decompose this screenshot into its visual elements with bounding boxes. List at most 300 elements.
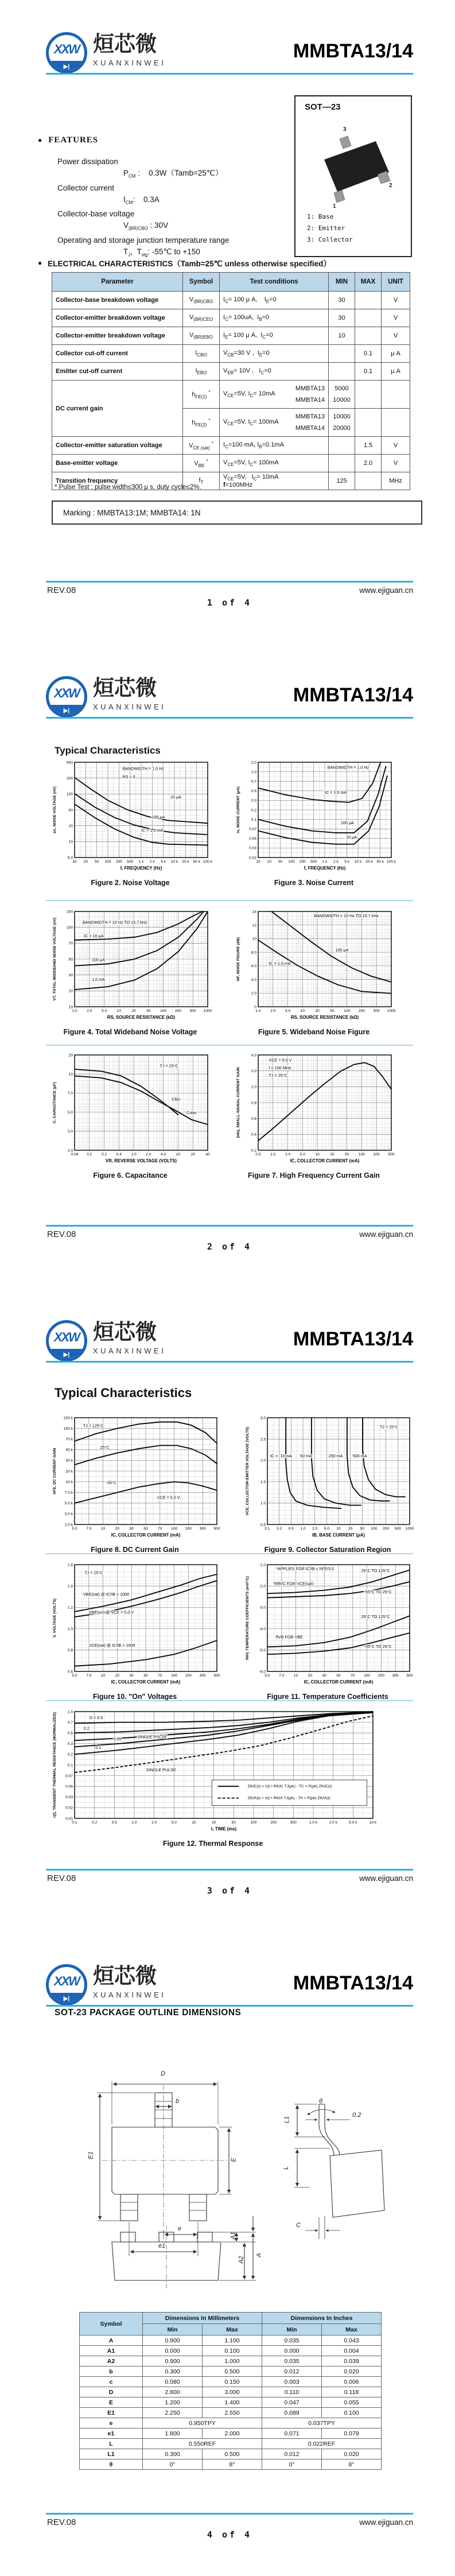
part-number-title: MMBTA13/14 — [293, 1328, 413, 1350]
dims-table-row — [80, 2377, 382, 2387]
conditions-cell: $V_{EB}= 10V$ , $I_C=0$ — [220, 363, 329, 381]
svg-text:0.04: 0.04 — [71, 1153, 79, 1157]
chart-annotation: -55°C TO 25°C — [364, 1644, 392, 1650]
x-axis-label: RS, SOURCE RESISTANCE (kΩ) — [290, 1015, 359, 1020]
feature-line: $P_{CM}$ : 0.3W（Tamb=25℃） — [123, 169, 223, 179]
svg-text:3.0 k: 3.0 k — [64, 1512, 73, 1516]
svg-text:10 k: 10 k — [354, 860, 362, 864]
unit-cell — [382, 409, 410, 437]
website-link[interactable]: www.ejiguan.cn — [359, 2518, 413, 2527]
company-logo — [46, 32, 166, 73]
symbol-cell: $I_{CBO}$ — [183, 345, 220, 363]
dim-label-theta: θ — [319, 2098, 322, 2105]
svg-text:0.2: 0.2 — [101, 1153, 107, 1157]
elec-header-cell: Test conditions — [220, 273, 329, 292]
svg-text:10: 10 — [68, 840, 73, 844]
package-box — [294, 95, 412, 257]
electrical-characteristics-table — [52, 272, 410, 490]
svg-text:100: 100 — [371, 1527, 378, 1531]
dim-label-E1: E1 — [87, 2151, 95, 2159]
outline-drawing-svg — [40, 2050, 413, 2302]
dims-symbol-cell: θ — [80, 2459, 143, 2470]
unit-cell: V — [382, 437, 410, 455]
curve-Cibo — [75, 1069, 181, 1115]
figure-caption: Figure 2. Noise Voltage — [91, 879, 170, 887]
diode-icon: ▶| — [63, 64, 70, 70]
svg-text:4.0: 4.0 — [251, 1053, 256, 1058]
svg-text:-3.0: -3.0 — [259, 1605, 266, 1610]
svg-text:200: 200 — [174, 1009, 181, 1013]
page-footer — [46, 2513, 413, 2549]
svg-text:1.0: 1.0 — [131, 1821, 137, 1825]
svg-text:300: 300 — [199, 1527, 206, 1531]
svg-text:70: 70 — [68, 941, 73, 946]
dim-label-L1: L1 — [283, 2116, 291, 2124]
svg-text:0.02: 0.02 — [249, 856, 256, 860]
y-axis-label: VT, TOTAL WIDEBAND NOISE VOLTAGE (nV) — [53, 917, 57, 1001]
curve-IC=250mA — [347, 1418, 390, 1501]
figure-caption: Figure 9. Collector Saturation Region — [264, 1546, 391, 1554]
svg-text:30: 30 — [68, 973, 73, 977]
svg-text:20: 20 — [68, 824, 73, 828]
x-axis-label: VR, REVERSE VOLTAGE (VOLTS) — [106, 1158, 177, 1163]
package-outline-drawing — [40, 2050, 413, 2302]
dim-label-A: A — [255, 2253, 263, 2257]
package-name: SOT—23 — [305, 102, 341, 112]
chart-annotation: 100 μA — [335, 947, 349, 953]
dim-label-E: E — [230, 2158, 238, 2162]
svg-text:14: 14 — [252, 910, 256, 914]
svg-text:20 k: 20 k — [365, 860, 373, 864]
svg-text:100: 100 — [66, 792, 73, 797]
svg-text:0.1: 0.1 — [251, 817, 256, 822]
page-number: 3 of 4 — [207, 1886, 252, 1896]
svg-text:1.4: 1.4 — [67, 1584, 73, 1589]
logo-acronym: XXW — [53, 42, 80, 56]
svg-text:0.2: 0.2 — [67, 1752, 73, 1757]
chart-annotation: 10 mA — [280, 1453, 293, 1458]
elec-table-row — [52, 437, 410, 455]
dims-table-header — [80, 2313, 382, 2336]
svg-text:20: 20 — [115, 1527, 120, 1531]
row-divider — [46, 1700, 413, 1701]
unit-cell: V — [382, 309, 410, 327]
svg-text:10: 10 — [192, 1821, 196, 1825]
parameter-cell: Emitter cut-off current — [52, 363, 183, 381]
features-heading — [38, 135, 98, 145]
chart-annotation: Cibo — [172, 1096, 181, 1102]
chart-annotation: -55°C TO 25°C — [364, 1589, 392, 1595]
fig7-chart — [232, 1050, 396, 1170]
logo-icon — [46, 1964, 87, 2005]
conditions-cell: $V_{CB}=30$ V , $I_E=0$ — [220, 345, 329, 363]
dims-table-row — [80, 2408, 382, 2418]
svg-text:100 k: 100 k — [386, 860, 396, 864]
logo-acronym: XXW — [53, 1974, 80, 1988]
svg-text:0.1: 0.1 — [72, 1821, 77, 1825]
svg-text:20: 20 — [115, 1674, 120, 1678]
brand-latin: XUANXINWEI — [93, 1347, 166, 1355]
header-rule — [46, 717, 413, 719]
parameter-cell: Base-emitter voltage — [52, 455, 183, 472]
svg-text:200 k: 200 k — [63, 1416, 73, 1421]
svg-text:0.5: 0.5 — [260, 1523, 266, 1527]
dim-label-A2: A2 — [238, 2256, 245, 2264]
chart-annotation: ZθJC(t) = r(t) • RθJC TJ(pk) - TC = P(pk) ZθJC(t) — [247, 1784, 332, 1789]
brand-chinese: 烜芯微 — [93, 1321, 157, 1344]
svg-text:0.2: 0.2 — [277, 1527, 282, 1531]
svg-text:100: 100 — [171, 1674, 178, 1678]
max-cell: 0.1 — [355, 345, 382, 363]
symbol-cell: $V_{(BR)CBO}$ — [183, 292, 220, 309]
svg-text:0.1: 0.1 — [87, 1153, 92, 1157]
svg-text:50: 50 — [336, 1674, 341, 1678]
y-axis-label: en, NOISE VOLTAGE (nV) — [53, 786, 57, 833]
svg-text:5.0 k: 5.0 k — [349, 1821, 357, 1825]
marking-text: Marking : MMBTA13:1M; MMBTA14: 1N — [63, 508, 201, 517]
typical-characteristics-heading: Typical Characteristics — [55, 1386, 192, 1400]
svg-text:1000: 1000 — [387, 1009, 396, 1013]
svg-text:10: 10 — [293, 1674, 298, 1678]
chart-annotation: ZθJA(t) = r(t) • RθJA TJ(pk) - TA = P(pk) ZθJA(t) — [247, 1796, 330, 1801]
unit-cell — [382, 381, 410, 409]
svg-text:0.03: 0.03 — [249, 846, 256, 851]
brand-latin: XUANXINWEI — [93, 59, 166, 67]
svg-text:200: 200 — [383, 1527, 390, 1531]
dims-value-cell: 0.300 — [143, 2449, 203, 2459]
svg-text:10: 10 — [252, 937, 256, 941]
svg-text:0.3: 0.3 — [67, 1742, 73, 1747]
svg-text:20: 20 — [68, 1053, 73, 1058]
dims-symbol-cell: L — [80, 2439, 143, 2449]
svg-text:10: 10 — [72, 860, 77, 864]
dims-symbol-cell: L1 — [80, 2449, 143, 2459]
chart-annotation: 0.1 — [95, 1745, 102, 1751]
pin-number-3: 3 — [343, 126, 347, 133]
svg-text:500: 500 — [213, 1527, 220, 1531]
dim-label-D: D — [161, 2070, 165, 2077]
svg-text:5.0: 5.0 — [171, 1821, 177, 1825]
chart-annotation: IC = 1.0 mA — [141, 828, 164, 833]
max-cell — [355, 327, 382, 345]
sot23-body-drawing — [310, 125, 396, 211]
brand-names — [93, 32, 166, 67]
svg-text:2.0: 2.0 — [251, 761, 256, 765]
logo-icon — [46, 32, 87, 73]
typical-characteristics-heading: Typical Characteristics — [55, 745, 161, 756]
svg-text:0.4: 0.4 — [116, 1153, 122, 1157]
svg-text:200: 200 — [66, 776, 73, 781]
dims-value-cell: 0.080 — [143, 2377, 203, 2387]
parameter-cell: Collector-emitter saturation voltage — [52, 437, 183, 455]
dims-table-row — [80, 2397, 382, 2408]
unit-cell: V — [382, 455, 410, 472]
pin-1-label: 1: Base — [307, 213, 334, 220]
chart-annotation: TJ = 25°C — [269, 1073, 287, 1078]
chart-annotation: TJ = 25°C — [160, 1063, 178, 1069]
svg-text:2 k: 2 k — [149, 860, 155, 864]
figure-row — [48, 758, 396, 887]
svg-text:2.0: 2.0 — [251, 991, 256, 996]
svg-text:10: 10 — [68, 1072, 73, 1077]
svg-text:10: 10 — [315, 1153, 320, 1157]
svg-text:3.0: 3.0 — [67, 1130, 73, 1134]
dims-value-cell: 2.550 — [203, 2408, 262, 2418]
svg-text:10 k: 10 k — [170, 860, 178, 864]
website-link[interactable]: www.ejiguan.cn — [359, 1230, 413, 1239]
fig4-chart — [48, 907, 212, 1026]
svg-text:7.0: 7.0 — [86, 1527, 92, 1531]
logo-acronym: XXW — [53, 1330, 80, 1344]
brand-names — [93, 676, 166, 711]
website-link[interactable]: www.ejiguan.cn — [359, 1874, 413, 1883]
figure-row — [48, 1707, 378, 1848]
svg-text:10: 10 — [116, 1009, 122, 1013]
dims-value-cell: 0.006 — [322, 2377, 382, 2387]
elec-header-cell: MAX — [355, 273, 382, 292]
svg-text:100: 100 — [171, 1527, 178, 1531]
brand-names — [93, 1320, 166, 1355]
dims-value-cell: 0.003 — [262, 2377, 322, 2387]
svg-text:1.0: 1.0 — [251, 1085, 256, 1089]
dims-value-cell: 0.500 — [203, 2366, 262, 2377]
figure-caption: Figure 10. "On" Voltages — [92, 1693, 177, 1701]
chart-annotation: 0.2 — [83, 1725, 90, 1731]
website-link[interactable]: www.ejiguan.cn — [359, 586, 413, 595]
y-axis-label: V, VOLTAGE (VOLTS) — [53, 1598, 57, 1638]
svg-text:0.5: 0.5 — [288, 1527, 294, 1531]
svg-text:2.0: 2.0 — [87, 1009, 92, 1013]
dims-value-cell: 8° — [203, 2459, 262, 2470]
svg-text:2.0: 2.0 — [151, 1821, 157, 1825]
figure-on-voltages — [48, 1560, 221, 1701]
svg-text:1.0: 1.0 — [67, 1627, 73, 1631]
part-number-title: MMBTA13/14 — [293, 40, 413, 62]
svg-text:20: 20 — [348, 1527, 353, 1531]
svg-text:40: 40 — [205, 1153, 210, 1157]
svg-text:1.0: 1.0 — [255, 1009, 261, 1013]
figure-total-wideband-noise-voltage — [48, 907, 212, 1036]
svg-text:10: 10 — [256, 860, 260, 864]
svg-text:1.0: 1.0 — [251, 770, 256, 774]
min-cell — [329, 363, 355, 381]
revision-label: REV.08 — [47, 2517, 76, 2527]
max-cell: 2.0 — [355, 455, 382, 472]
dims-value-cell: 0° — [262, 2459, 322, 2470]
svg-text:200: 200 — [185, 1674, 192, 1678]
svg-text:300: 300 — [392, 1674, 399, 1678]
svg-text:50: 50 — [146, 1009, 151, 1013]
figure-caption: Figure 12. Thermal Response — [162, 1840, 263, 1848]
dim-label-L: L — [283, 2166, 290, 2170]
figure-caption: Figure 8. DC Current Gain — [91, 1546, 179, 1554]
min-cell: 125 — [329, 472, 355, 490]
dims-value-cell: 0.037TPY — [262, 2418, 382, 2428]
chart-annotation: 0.05 — [113, 1736, 122, 1742]
svg-text:200: 200 — [358, 1009, 365, 1013]
svg-text:1000: 1000 — [405, 1527, 414, 1531]
svg-text:1000: 1000 — [203, 1009, 212, 1013]
figure-row — [48, 1413, 414, 1554]
bullet-icon: ● — [38, 259, 42, 267]
svg-text:200: 200 — [373, 1153, 380, 1157]
curve-IC=100uA — [271, 911, 391, 982]
svg-text:0.6: 0.6 — [67, 1670, 73, 1674]
svg-text:10: 10 — [336, 1527, 341, 1531]
y-axis-label: in, NOISE CURRENT (pA) — [236, 786, 240, 833]
x-axis-label: IC, COLLECTOR CURRENT (mA) — [111, 1679, 181, 1685]
svg-text:70: 70 — [158, 1527, 162, 1531]
feature-line: $T_J$, $T_{stg}$: -55℃ to +150 — [123, 247, 200, 258]
dims-value-cell: 0.055 — [322, 2397, 382, 2408]
max-cell — [355, 309, 382, 327]
page-header — [46, 1964, 413, 2005]
svg-text:5.0: 5.0 — [67, 856, 73, 860]
svg-text:30: 30 — [129, 1527, 134, 1531]
conditions-cell: $V_{CE}=5V$, $I_C= 100mA$ — [220, 455, 329, 472]
svg-text:2.0: 2.0 — [146, 1153, 151, 1157]
logo-acronym: XXW — [53, 686, 80, 700]
header-rule — [46, 1361, 413, 1363]
parameter-cell: Collector cut-off current — [52, 345, 183, 363]
dims-symbol-cell: c — [80, 2377, 143, 2387]
svg-text:1.2: 1.2 — [67, 1605, 73, 1610]
conditions-cell: $I_C= 100uA$, $I_B=0$ — [220, 309, 329, 327]
fig3-chart — [232, 758, 396, 877]
x-axis-label: IC, COLLECTOR CURRENT (mA) — [304, 1679, 374, 1685]
dims-value-cell: 1.000 — [203, 2356, 262, 2366]
svg-text:10: 10 — [100, 1527, 106, 1531]
max-cell — [355, 381, 382, 409]
elec-table-row — [52, 345, 410, 363]
symbol-cell: $h_{FE(2)}$ * — [183, 409, 220, 437]
svg-text:0.5: 0.5 — [111, 1821, 117, 1825]
svg-text:1 k: 1 k — [322, 860, 328, 864]
svg-text:10: 10 — [68, 1005, 73, 1010]
elec-header-cell: Symbol — [183, 273, 220, 292]
elec-heading-label: ELECTRICAL CHARACTERISTICS（Tamb=25℃ unless otherwise specified） — [48, 259, 331, 268]
svg-text:100: 100 — [364, 1674, 371, 1678]
dims-symbol-cell: D — [80, 2387, 143, 2397]
svg-text:0.1: 0.1 — [265, 1527, 270, 1531]
x-axis-label: f, FREQUENCY (Hz) — [304, 866, 346, 871]
svg-text:500: 500 — [406, 1674, 413, 1678]
dims-symbol-cell: A2 — [80, 2356, 143, 2366]
dims-value-cell: 0.900 — [143, 2356, 203, 2366]
svg-text:500: 500 — [290, 1821, 297, 1825]
row-divider — [46, 1553, 413, 1554]
svg-text:1 k: 1 k — [138, 860, 144, 864]
header-rule — [46, 73, 413, 75]
chart-annotation: 50 mA — [300, 1453, 312, 1458]
page-footer — [46, 581, 413, 617]
logo-icon — [46, 1320, 87, 1361]
x-axis-label: IC, COLLECTOR CURRENT (mA) — [290, 1158, 360, 1163]
svg-text:50: 50 — [143, 1674, 148, 1678]
svg-text:2.0: 2.0 — [285, 1153, 291, 1157]
chart-annotation: 25°C TO 125°C — [361, 1568, 390, 1574]
svg-text:1.0: 1.0 — [300, 1527, 306, 1531]
svg-text:100: 100 — [250, 1821, 257, 1825]
svg-text:100: 100 — [104, 860, 111, 864]
conditions-cell: $I_C=100$ mA, $I_B=0.1mA$ — [220, 437, 329, 455]
logo-band — [46, 705, 87, 715]
svg-text:50 k: 50 k — [65, 1448, 73, 1453]
feature-line: $I_{CM}$: 0.3A — [123, 195, 160, 205]
svg-text:2.0: 2.0 — [312, 1527, 318, 1531]
svg-text:500: 500 — [213, 1674, 220, 1678]
y-axis-label: RθV, TEMPERATURE COEFFICIENTS (mV/°C) — [246, 1576, 250, 1660]
dims-symbol-cell: e1 — [80, 2428, 143, 2439]
svg-text:50 k: 50 k — [193, 860, 200, 864]
diode-icon: ▶| — [63, 708, 70, 714]
svg-text:5 k: 5 k — [344, 860, 350, 864]
svg-text:5.0: 5.0 — [72, 1527, 77, 1531]
conditions-cell: $V_{CE}=5V$, $I_C= 100mA$ MMBTA13 MMBTA14 — [220, 409, 329, 437]
fig5-chart — [232, 907, 396, 1026]
svg-text:0.4: 0.4 — [251, 1132, 256, 1137]
chart-annotation: BANDWIDTH = 10 Hz TO 15.7 kHz — [314, 913, 379, 918]
pin-number-1: 1 — [333, 203, 336, 210]
svg-text:50: 50 — [143, 1527, 148, 1531]
unit-cell: μ A — [382, 363, 410, 381]
fig8-chart — [48, 1413, 221, 1544]
min-cell: 10 — [329, 327, 355, 345]
figure-caption: Figure 6. Capacitance — [93, 1171, 168, 1180]
page-number: 4 of 4 — [207, 2530, 252, 2540]
svg-text:50 k: 50 k — [376, 860, 384, 864]
dims-value-cell: 1.800 — [143, 2428, 203, 2439]
svg-text:3.0: 3.0 — [260, 1416, 266, 1421]
figure-caption: Figure 4. Total Wideband Noise Voltage — [63, 1028, 197, 1036]
fig6-chart — [48, 1050, 212, 1170]
figure-caption: Figure 7. High Frequency Current Gain — [248, 1171, 380, 1180]
dims-value-cell: 0.100 — [322, 2408, 382, 2418]
fig12-chart — [48, 1707, 378, 1838]
svg-text:8.0: 8.0 — [251, 951, 256, 955]
figure-temperature-coefficients — [241, 1560, 414, 1701]
dims-symbol-cell: E1 — [80, 2408, 143, 2418]
svg-text:1.0: 1.0 — [270, 1153, 276, 1157]
company-logo — [46, 676, 166, 717]
dims-symbol-cell: E — [80, 2397, 143, 2408]
svg-text:100 k: 100 k — [203, 860, 212, 864]
svg-text:70 k: 70 k — [65, 1437, 73, 1442]
dim-label-C: C — [296, 2222, 301, 2229]
page-number: 2 of 4 — [207, 1242, 252, 1252]
chart-annotation: SINGLE PULSE — [146, 1767, 176, 1773]
svg-text:-4.0: -4.0 — [259, 1627, 266, 1631]
parameter-cell: DC current gain — [52, 381, 183, 437]
parameter-cell: Collector-emitter breakdown voltage — [52, 327, 183, 345]
min-cell — [329, 437, 355, 455]
svg-text:2.0: 2.0 — [251, 1069, 256, 1073]
svg-text:5.0: 5.0 — [300, 1153, 305, 1157]
package-outline-heading: SOT-23 PACKAGE OUTLINE DIMENSIONS — [55, 2008, 242, 2018]
max-cell — [355, 472, 382, 490]
chart-annotation: -55°C — [106, 1480, 117, 1485]
page-1 — [0, 0, 455, 644]
dims-value-cell: 0.020 — [322, 2449, 382, 2459]
svg-text:6.0: 6.0 — [251, 964, 256, 969]
figure-row — [48, 907, 396, 1036]
svg-text:1.0: 1.0 — [67, 1710, 73, 1714]
dims-value-cell: 0.012 — [262, 2449, 322, 2459]
svg-text:200: 200 — [378, 1674, 384, 1678]
svg-text:300: 300 — [199, 1674, 206, 1678]
svg-text:500: 500 — [394, 1527, 401, 1531]
chart-annotation: Cobo — [186, 1109, 197, 1115]
